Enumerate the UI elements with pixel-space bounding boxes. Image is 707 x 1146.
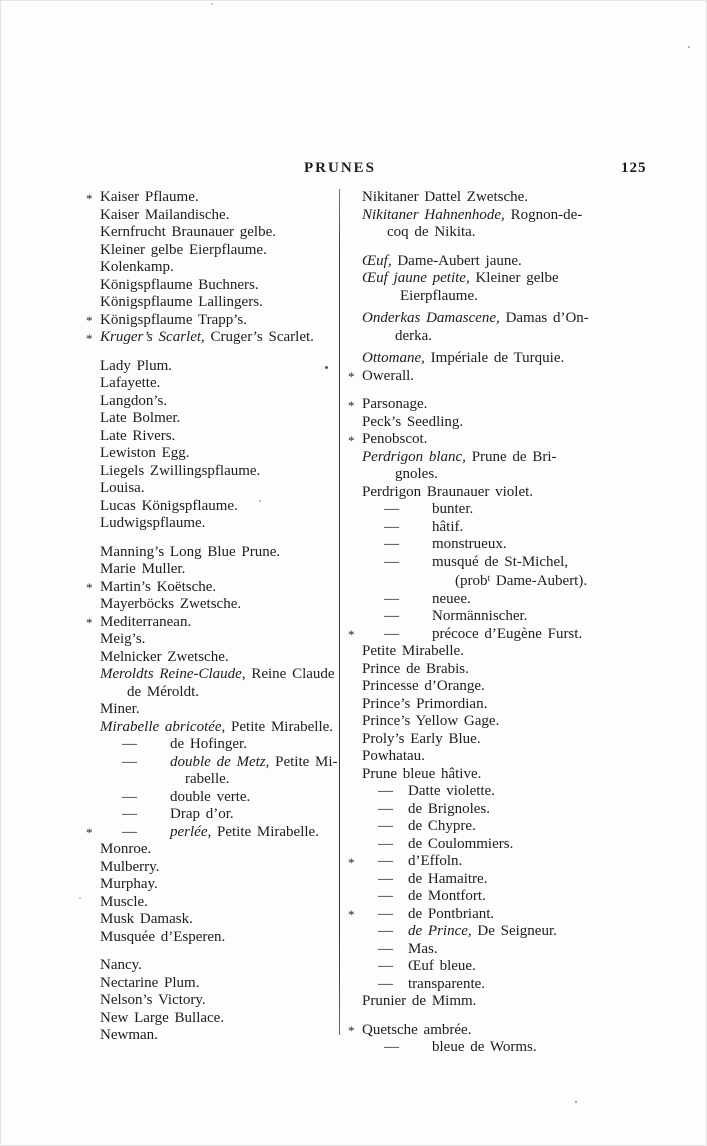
- entry-text: Lewiston Egg.: [100, 445, 190, 461]
- entry-text: Parsonage.: [362, 396, 428, 412]
- entry-text: Rognon-de-: [504, 206, 583, 223]
- list-item: [100, 841, 342, 859]
- list-item: [86, 613, 342, 632]
- list-item: [362, 888, 668, 906]
- entry-text: Dame-Aubert).: [490, 573, 588, 589]
- entry-text: Monroe.: [100, 841, 152, 857]
- entry-text: Peck’s Seedling.: [362, 413, 464, 430]
- list-item: [100, 1010, 342, 1028]
- list-item: [100, 806, 342, 824]
- ditto-dash: —: [378, 905, 393, 922]
- list-item: [348, 431, 668, 449]
- star-marker: *: [348, 1023, 355, 1038]
- entry-text: de Pontbriant.: [408, 905, 495, 922]
- list-item: [86, 189, 342, 207]
- list-item: [100, 515, 342, 533]
- entry-text: Œuf jaune petite,: [362, 270, 470, 286]
- list-item: [362, 766, 668, 784]
- entry-text: Late Bolmer.: [100, 410, 181, 426]
- entry-text: Drap d’or.: [170, 806, 234, 822]
- entry-text: Königspflaume Lallingers.: [100, 294, 263, 310]
- entry-text: Kleiner gelbe: [469, 270, 559, 286]
- entry-text: Onderkas Damascene,: [362, 310, 500, 326]
- list-item: [100, 894, 342, 912]
- list-item: [348, 367, 668, 386]
- entry-text: De Seigneur.: [471, 923, 557, 939]
- entry-text: Perdrigon blanc,: [362, 448, 466, 465]
- list-item: [100, 1027, 342, 1045]
- list-item: [100, 463, 342, 481]
- ditto-dash: —: [378, 870, 393, 887]
- ditto-dash: —: [378, 783, 393, 799]
- list-item: [362, 923, 668, 941]
- list-item: [100, 224, 342, 242]
- entry-text: coq de Nikita.: [387, 224, 476, 240]
- list-item: [100, 992, 342, 1010]
- entry-text: Nancy.: [100, 957, 142, 973]
- entry-text: hâtif.: [432, 518, 464, 535]
- entry-text: Louisa.: [100, 480, 145, 496]
- star-marker: *: [348, 627, 355, 642]
- entry-text: double de Metz,: [170, 753, 270, 770]
- ditto-dash: —: [122, 788, 137, 805]
- entry-text: Cruger’s Scarlet.: [204, 329, 314, 345]
- entry-text: Prunier de Mimm.: [362, 993, 477, 1009]
- entry-text: musqué de St-Michel,: [432, 553, 569, 570]
- scan-artifact: [575, 1101, 577, 1103]
- entry-text: derka.: [395, 327, 433, 344]
- entry-text: gnoles.: [395, 466, 438, 482]
- entry-text: Newman.: [100, 1027, 158, 1043]
- list-item: [100, 428, 342, 446]
- entry-text: Dame-Aubert jaune.: [391, 252, 522, 269]
- entry-text: Datte violette.: [408, 783, 495, 799]
- entry-text: Kaiser Mailandische.: [100, 206, 230, 223]
- ditto-dash: —: [384, 536, 399, 552]
- entry-text: de Chypre.: [408, 818, 476, 834]
- list-item: [86, 329, 342, 347]
- list-item: [100, 561, 342, 579]
- entry-text: Lady Plum.: [100, 357, 172, 374]
- list-item: [86, 311, 342, 330]
- ditto-dash: —: [384, 553, 399, 570]
- entry-text: précoce d’Eugène Furst.: [432, 625, 583, 642]
- list-item: [362, 253, 668, 271]
- list-item: [86, 823, 342, 842]
- entry-text: Owerall.: [362, 367, 415, 384]
- entry-text: bunter.: [432, 501, 474, 517]
- entry-text: Impériale de Turquie.: [424, 350, 565, 366]
- list-item: [348, 625, 668, 644]
- entry-text: Normännischer.: [432, 608, 528, 624]
- entry-text: Kleiner gelbe Eierpflaume.: [100, 241, 267, 258]
- entry-text: rabelle.: [185, 771, 230, 787]
- list-item: [100, 666, 342, 701]
- list-item: [100, 736, 342, 754]
- entry-text: Kolenkamp.: [100, 259, 174, 275]
- list-item: [362, 350, 668, 368]
- star-marker: *: [86, 313, 93, 328]
- entry-text: Königspflaume Buchners.: [100, 276, 259, 293]
- star-marker: *: [348, 854, 355, 870]
- ditto-dash: —: [384, 608, 399, 624]
- entry-text: d’Effoln.: [408, 853, 463, 869]
- entry-text: Prince’s Primordian.: [362, 695, 488, 712]
- list-item: [362, 189, 668, 207]
- entry-text: Petite Mi-: [269, 753, 338, 770]
- list-item: [362, 310, 668, 345]
- entry-text: Prince’s Yellow Gage.: [362, 713, 500, 729]
- list-item: [362, 449, 668, 484]
- list-item: [100, 277, 342, 295]
- list-item: [100, 242, 342, 260]
- list-item: [362, 661, 668, 679]
- list-item: [100, 445, 342, 463]
- ditto-dash: —: [378, 835, 393, 852]
- list-item: [100, 480, 342, 498]
- entry-text: Nikitaner Hahnenhode,: [362, 206, 505, 223]
- list-item: [362, 536, 668, 554]
- entry-text: de Hofinger.: [170, 736, 247, 752]
- entry-text: Lafayette.: [100, 375, 161, 391]
- star-marker: *: [86, 330, 93, 346]
- entry-text: Ludwigspflaume.: [100, 515, 206, 531]
- list-item: [348, 905, 668, 924]
- scan-artifact: [259, 500, 261, 502]
- entry-text: de Brignoles.: [408, 800, 490, 817]
- ditto-dash: —: [378, 975, 393, 992]
- ditto-dash: —: [384, 1039, 399, 1055]
- scan-artifact: [325, 366, 328, 369]
- list-item: [362, 696, 668, 714]
- entry-text: Muscle.: [100, 893, 148, 910]
- scan-artifact: [688, 46, 690, 48]
- ditto-dash: —: [122, 736, 137, 752]
- list-item: [100, 789, 342, 807]
- entry-text: Langdon’s.: [100, 392, 168, 409]
- entry-text: bleue de Worms.: [432, 1039, 537, 1055]
- ditto-dash: —: [378, 923, 393, 939]
- list-item: [86, 578, 342, 597]
- list-item: [362, 207, 668, 242]
- list-item: [100, 544, 342, 562]
- entry-text: Damas d’On-: [499, 310, 589, 326]
- entry-text: de Montfort.: [408, 888, 486, 904]
- list-item: [362, 748, 668, 766]
- entry-text: Königspflaume Trapp’s.: [100, 311, 248, 328]
- entry-text: Penobscot.: [362, 431, 428, 447]
- entry-text: Prune de Bri-: [465, 448, 557, 465]
- list-item: [362, 871, 668, 889]
- entry-text: Mediterranean.: [100, 613, 192, 630]
- ditto-dash: —: [378, 888, 393, 904]
- entry-text: Powhatau.: [362, 748, 425, 764]
- entry-text: (prob: [455, 573, 488, 589]
- star-marker: *: [86, 615, 93, 630]
- entry-text: Petite Mirabelle.: [225, 718, 334, 735]
- entry-text: Melnicker Zwetsche.: [100, 648, 229, 665]
- list-item: [100, 393, 342, 411]
- list-item: [100, 358, 342, 376]
- entry-text: perlée,: [170, 823, 212, 840]
- ditto-dash: —: [122, 753, 137, 770]
- list-item: [100, 649, 342, 667]
- list-item: [362, 270, 668, 305]
- scan-artifact: [79, 897, 81, 899]
- entry-text: Liegels Zwillingspflaume.: [100, 462, 261, 479]
- ditto-dash: —: [378, 818, 393, 834]
- list-item: [362, 713, 668, 731]
- entry-text: Reine Claude: [245, 666, 335, 682]
- entry-text: Prune bleue hâtive.: [362, 765, 482, 782]
- entry-text: Nectarine Plum.: [100, 974, 200, 991]
- entry-text: Petite Mirabelle.: [211, 823, 319, 840]
- list-item: [100, 207, 342, 225]
- list-item: [100, 754, 342, 789]
- star-marker: *: [348, 369, 355, 384]
- list-item: [100, 911, 342, 929]
- list-item: [362, 976, 668, 994]
- entry-text: t: [487, 574, 491, 584]
- list-item: [100, 719, 342, 737]
- list-item: [362, 1039, 668, 1057]
- entry-text: Musquée d’Esperen.: [100, 928, 226, 945]
- star-marker: *: [348, 432, 355, 448]
- list-item: [362, 591, 668, 609]
- page-header-title: PRUNES: [304, 160, 377, 176]
- ditto-dash: —: [378, 800, 393, 817]
- entry-text: Mulberry.: [100, 858, 160, 875]
- entry-text: de Méroldt.: [127, 683, 199, 700]
- list-item: [100, 596, 342, 614]
- list-item: [100, 876, 342, 894]
- entry-text: Murphay.: [100, 876, 158, 892]
- column-right: [348, 189, 668, 1057]
- list-item: [100, 498, 342, 516]
- ditto-dash: —: [378, 853, 393, 869]
- entry-text: Meroldts Reine-Claude,: [100, 666, 246, 682]
- entry-text: de Prince,: [408, 923, 472, 939]
- page-number: 125: [621, 160, 647, 176]
- ditto-dash: —: [384, 501, 399, 517]
- entry-text: Quetsche ambrée.: [362, 1021, 472, 1038]
- list-item: [348, 396, 668, 414]
- entry-text: Œuf,: [362, 252, 392, 269]
- entry-text: Mayerböcks Zwetsche.: [100, 596, 242, 612]
- list-item: [100, 957, 342, 975]
- entry-text: Manning’s Long Blue Prune.: [100, 543, 281, 560]
- list-item: [362, 501, 668, 519]
- entry-text: Œuf bleue.: [408, 958, 476, 974]
- entry-text: de Coulommiers.: [408, 835, 514, 852]
- list-item: [362, 554, 668, 591]
- list-item: [348, 1021, 668, 1040]
- list-item: [100, 975, 342, 993]
- entry-text: Eierpflaume.: [400, 287, 478, 304]
- entry-text: Miner.: [100, 701, 140, 717]
- list-item: [362, 836, 668, 854]
- entry-text: Prince de Brabis.: [362, 660, 469, 677]
- entry-text: Lucas Königspflaume.: [100, 497, 238, 514]
- entry-text: Ottomane,: [362, 350, 425, 366]
- entry-text: Mas.: [408, 940, 438, 957]
- entry-text: Nikitaner Dattel Zwetsche.: [362, 189, 529, 205]
- entry-text: Musk Damask.: [100, 911, 193, 927]
- entry-text: monstrueux.: [432, 536, 507, 552]
- list-item: [362, 608, 668, 626]
- list-item: [362, 783, 668, 801]
- list-item: [100, 701, 342, 719]
- entry-text: double verte.: [170, 788, 251, 805]
- list-item: [100, 294, 342, 312]
- entry-text: Meig’s.: [100, 631, 146, 647]
- star-marker: *: [348, 397, 355, 413]
- star-marker: *: [86, 580, 93, 595]
- entry-text: Marie Muller.: [100, 561, 186, 577]
- list-item: [100, 859, 342, 877]
- ditto-dash: —: [384, 625, 399, 642]
- entry-text: Nelson’s Victory.: [100, 992, 206, 1008]
- entry-text: Martin’s Koëtsche.: [100, 578, 217, 595]
- list-item: [362, 643, 668, 661]
- star-marker: *: [86, 190, 93, 206]
- list-item: [362, 958, 668, 976]
- list-item: [100, 259, 342, 277]
- list-item: [362, 993, 668, 1011]
- ditto-dash: —: [122, 806, 137, 822]
- entry-text: Princesse d’Orange.: [362, 678, 485, 694]
- entry-text: Perdrigon Braunauer violet.: [362, 483, 534, 500]
- entry-text: Kernfrucht Braunauer gelbe.: [100, 224, 277, 240]
- list-item: [362, 941, 668, 959]
- ditto-dash: —: [122, 823, 137, 840]
- entry-text: neuee.: [432, 590, 471, 607]
- entry-text: transparente.: [408, 975, 486, 992]
- entry-text: Mirabelle abricotée,: [100, 718, 226, 735]
- list-item: [362, 484, 668, 502]
- list-item: [362, 801, 668, 819]
- list-item: [362, 678, 668, 696]
- entry-text: New Large Bullace.: [100, 1009, 225, 1026]
- list-item: [100, 410, 342, 428]
- ditto-dash: —: [384, 518, 399, 535]
- star-marker: *: [348, 907, 355, 922]
- entry-text: Late Rivers.: [100, 427, 176, 444]
- ditto-dash: —: [384, 590, 399, 607]
- list-item: [100, 929, 342, 947]
- star-marker: *: [86, 825, 93, 840]
- column-left: [86, 189, 342, 1045]
- ditto-dash: —: [378, 940, 393, 957]
- list-item: [348, 853, 668, 871]
- ditto-dash: —: [378, 958, 393, 974]
- list-item: [100, 631, 342, 649]
- list-item: [100, 375, 342, 393]
- entry-text: Proly’s Early Blue.: [362, 730, 481, 747]
- list-item: [362, 818, 668, 836]
- entry-text: Kruger’s Scarlet,: [100, 329, 205, 345]
- list-item: [362, 414, 668, 432]
- entry-text: Petite Mirabelle.: [362, 643, 464, 659]
- entry-text: de Hamaitre.: [408, 870, 488, 887]
- list-item: [362, 731, 668, 749]
- list-item: [362, 519, 668, 537]
- scan-artifact: [211, 3, 213, 5]
- entry-text: Kaiser Pflaume.: [100, 189, 199, 205]
